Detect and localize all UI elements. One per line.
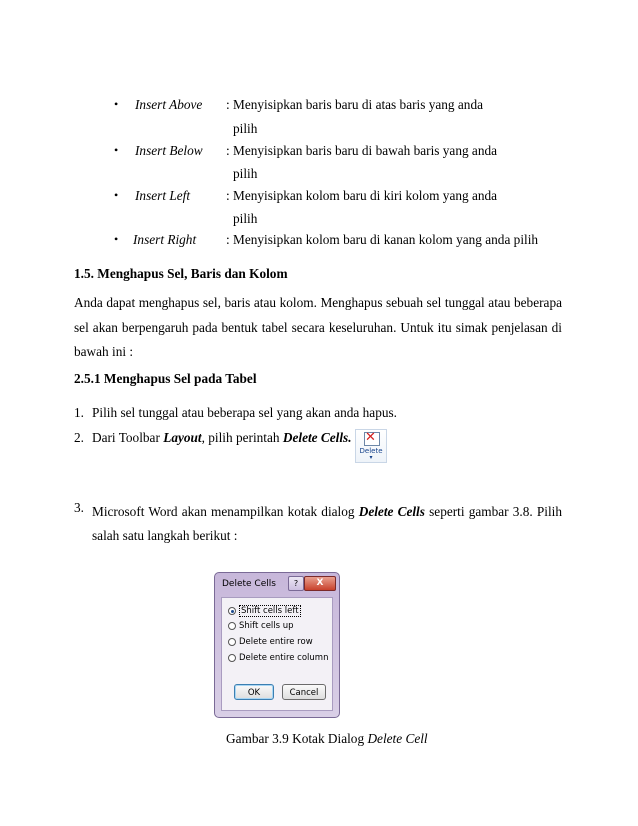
radio-icon [228,654,236,662]
step-text: Pilih sel tunggal atau beberapa sel yang akan anda hapus. [92,405,397,420]
bullet-icon: • [114,143,119,157]
radio-selected-icon [228,607,236,615]
option-shift-cells-up [228,621,294,631]
option-delete-entire-row [228,637,313,647]
cancel-button: Cancel [282,684,326,700]
bullet-description: : Menyisipkan baris baru di atas baris yang anda [226,97,484,112]
bullet-term: Insert Below [135,143,203,158]
bullet-term: Insert Above [135,97,203,112]
option-label: Shift cells left [241,606,299,616]
caption-italic: Delete Cell [367,731,428,746]
option-label: Delete entire row [239,637,313,647]
section-heading: 1.5. Menghapus Sel, Baris dan Kolom [74,266,288,281]
step-text-part: Microsoft Word akan menampilkan kotak dialog [92,504,359,519]
option-shift-cells-left [228,605,301,617]
delete-cells-dialog [214,572,340,718]
bullet-description-cont: pilih [233,166,258,181]
step-number: 2. [74,430,84,445]
step-text [92,430,352,446]
bullet-description: : Menyisipkan baris baru di bawah baris yang anda [226,143,498,158]
delete-x-icon: ✕ [365,430,376,445]
dialog-body [221,597,333,711]
bullet-description: : Menyisipkan kolom baru di kanan kolom yang anda pilih [226,232,539,247]
delete-ribbon-button [355,429,387,463]
dialog-title: Delete Cells [222,579,276,589]
layout-term: Layout [163,430,202,445]
step-text-part: Dari Toolbar [92,430,164,445]
bullet-description: : Menyisipkan kolom baru di kiri kolom yang anda [226,188,498,203]
figure-caption [226,731,428,747]
bullet-description-cont: pilih [233,121,258,136]
caption-text: Gambar 3.9 Kotak Dialog [226,731,368,746]
radio-icon [228,622,236,630]
bullet-term: Insert Left [135,188,191,203]
close-button: X [304,576,336,591]
step-number: 1. [74,405,84,420]
subsection-heading: 2.5.1 Menghapus Sel pada Tabel [74,371,257,386]
radio-icon [228,638,236,646]
delete-cells-dialog-term: Delete Cells [358,504,425,519]
bullet-icon: • [114,97,119,111]
ok-button: OK [234,684,274,700]
help-button: ? [288,576,304,591]
step-text [92,500,562,548]
bullet-description-cont: pilih [233,211,258,226]
chevron-down-icon: ▾ [369,454,373,461]
delete-cells-command: Delete Cells. [282,430,352,445]
bullet-icon: • [114,232,119,246]
bullet-icon: • [114,188,119,202]
option-label: Delete entire column [239,653,329,663]
step-text-part: , pilih perintah [201,430,283,445]
option-label: Shift cells up [239,621,294,631]
bullet-term: Insert Right [133,232,197,247]
option-delete-entire-column [228,653,328,663]
step-number: 3. [74,500,84,515]
step-text-part: seperti gambar 3.8. Pilih salah satu langkah berikut : [92,504,563,543]
delete-button-label: Delete [359,447,383,455]
intro-paragraph: Anda dapat menghapus sel, baris atau kolom. Menghapus sebuah sel tunggal atau beberapa sel akan berpengaruh pada bentuk tabel secara keseluruhan. Untuk itu simak penjelasan di bawah ini : [74,295,562,359]
